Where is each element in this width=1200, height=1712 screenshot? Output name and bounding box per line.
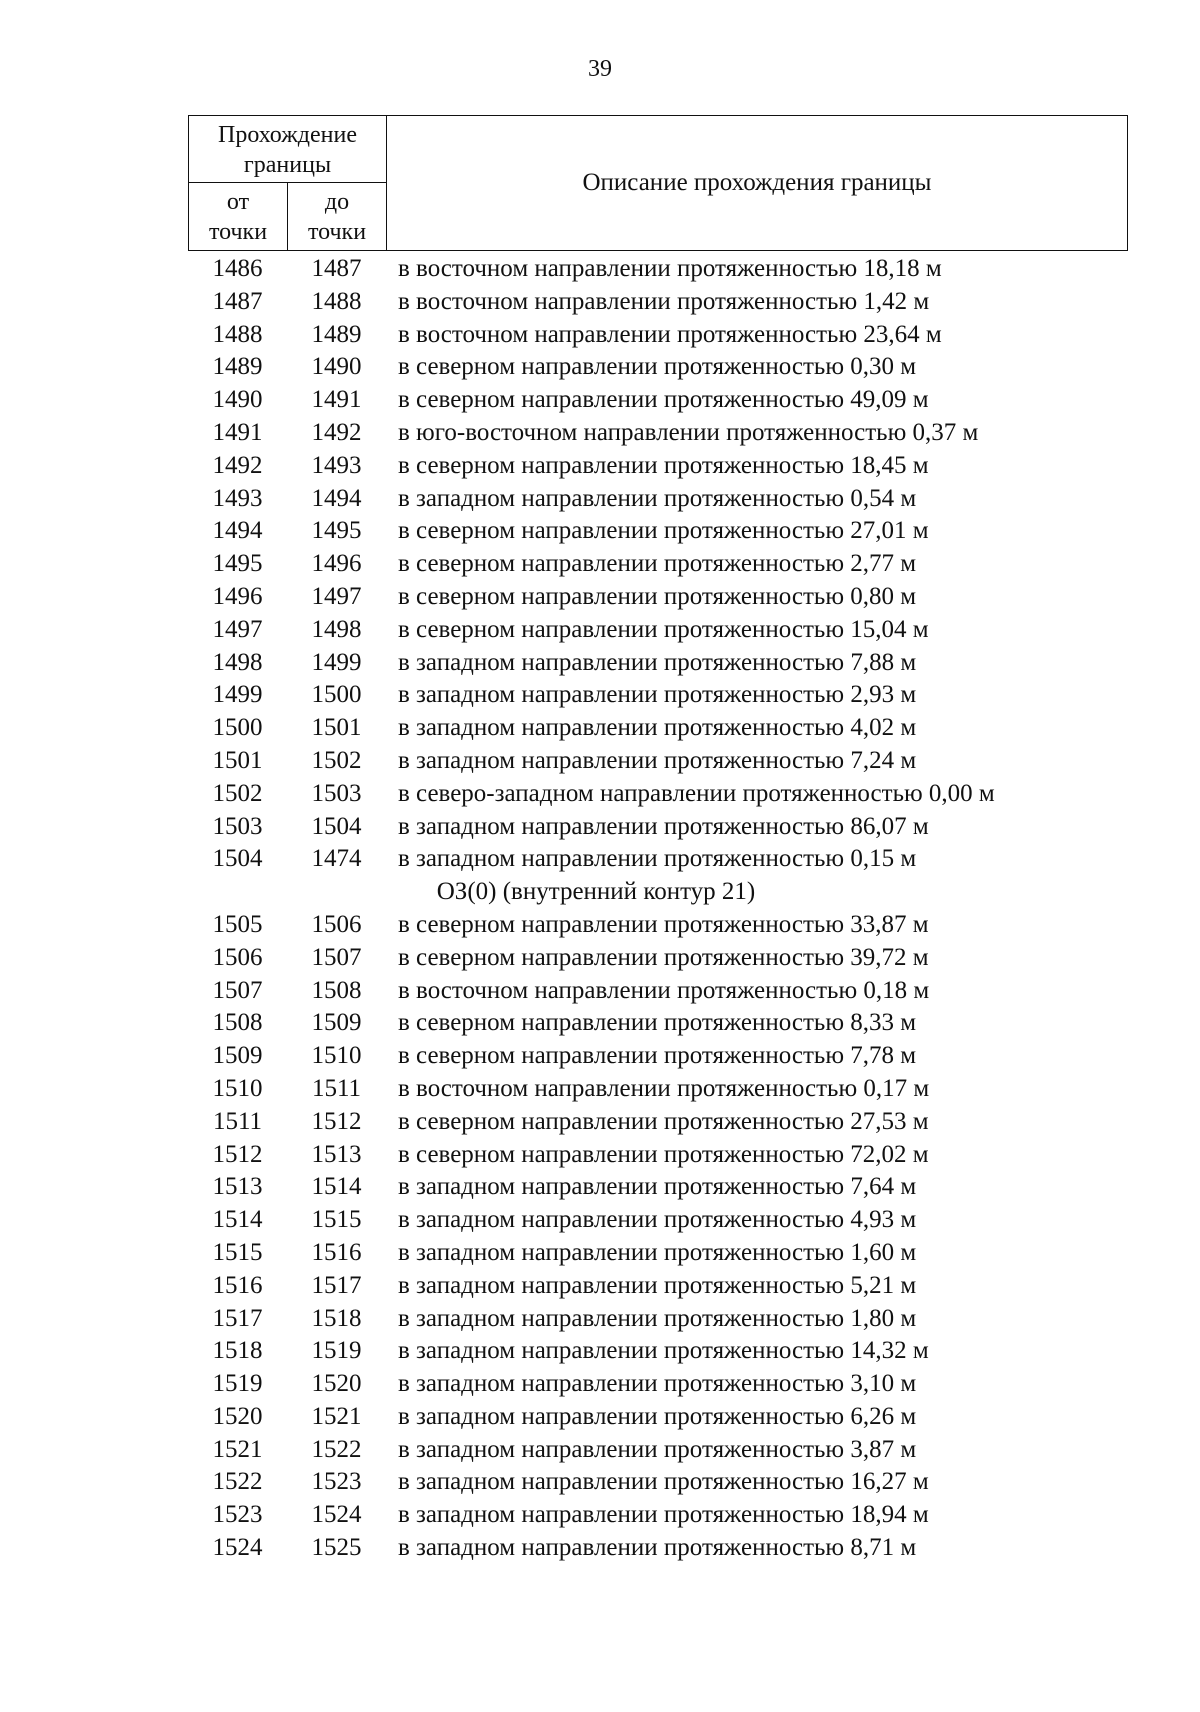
from-point-cell: 1506 bbox=[212, 943, 263, 971]
table-row bbox=[188, 614, 1128, 647]
table-row bbox=[188, 679, 1128, 712]
description-cell: в восточном направлении протяженностью 18,18 м bbox=[398, 255, 942, 282]
to-point-cell: 1489 bbox=[311, 320, 362, 348]
table-row bbox=[188, 811, 1128, 844]
description-cell: в северном направлении протяженностью 18,45 м bbox=[398, 451, 929, 479]
description-cell: в восточном направлении протяженностью 23,64 м bbox=[398, 320, 942, 348]
to-point-cell: 1500 bbox=[311, 681, 362, 709]
table-body bbox=[188, 253, 1128, 1565]
section-title: ОЗ(0) (внутренний контур 21) bbox=[436, 878, 756, 906]
to-point-cell: 1514 bbox=[311, 1173, 362, 1201]
table-row bbox=[188, 1499, 1128, 1532]
table-row bbox=[188, 450, 1128, 483]
description-cell: в западном направлении протяженностью 8,71 м bbox=[398, 1534, 917, 1562]
from-point-cell: 1521 bbox=[212, 1435, 263, 1463]
to-point-cell: 1492 bbox=[311, 418, 362, 446]
description-cell: в западном направлении протяженностью 7,24 м bbox=[398, 746, 917, 774]
description-cell: в северном направлении протяженностью 33,87 м bbox=[398, 910, 929, 938]
from-point-cell: 1487 bbox=[212, 287, 263, 315]
to-point-cell: 1508 bbox=[311, 976, 362, 1004]
to-point-cell: 1494 bbox=[311, 484, 362, 512]
from-point-cell: 1500 bbox=[212, 714, 263, 742]
table-row bbox=[188, 1139, 1128, 1172]
description-cell: в северном направлении протяженностью 49,09 м bbox=[398, 386, 929, 414]
from-point-cell: 1510 bbox=[212, 1074, 263, 1102]
table-row bbox=[188, 1270, 1128, 1303]
table-row bbox=[188, 647, 1128, 680]
from-point-cell: 1504 bbox=[212, 845, 263, 873]
description-cell: в северном направлении протяженностью 27,53 м bbox=[398, 1107, 929, 1135]
from-point-cell: 1523 bbox=[212, 1501, 263, 1529]
description-cell: в северном направлении протяженностью 8,33 м bbox=[398, 1009, 917, 1037]
header-to-point bbox=[288, 183, 387, 250]
to-point-cell: 1518 bbox=[311, 1304, 362, 1332]
from-point-cell: 1520 bbox=[212, 1402, 263, 1430]
from-point-cell: 1518 bbox=[212, 1337, 263, 1365]
description-cell: в западном направлении протяженностью 16,27 м bbox=[398, 1468, 929, 1496]
header-to-line2: точки bbox=[307, 219, 367, 245]
description-cell: в юго-восточном направлении протяженностью 0,37 м bbox=[398, 418, 979, 446]
from-point-cell: 1496 bbox=[212, 582, 263, 610]
table-row bbox=[188, 1303, 1128, 1336]
table-row bbox=[188, 1335, 1128, 1368]
header-boundary-passage bbox=[189, 116, 387, 183]
table-row bbox=[188, 286, 1128, 319]
description-cell: в западном направлении протяженностью 1,80 м bbox=[398, 1304, 917, 1332]
to-point-cell: 1524 bbox=[311, 1501, 362, 1529]
to-point-cell: 1507 bbox=[311, 943, 362, 971]
from-point-cell: 1492 bbox=[212, 451, 263, 479]
from-point-cell: 1491 bbox=[212, 418, 263, 446]
header-to-line1: до bbox=[324, 189, 350, 215]
table-row bbox=[188, 253, 1128, 286]
table-header bbox=[188, 115, 1128, 251]
description-cell: в северном направлении протяженностью 39,72 м bbox=[398, 943, 929, 971]
from-point-cell: 1507 bbox=[212, 976, 263, 1004]
to-point-cell: 1474 bbox=[311, 845, 362, 873]
to-point-cell: 1488 bbox=[311, 287, 362, 315]
to-point-cell: 1495 bbox=[311, 517, 362, 545]
table-row bbox=[188, 1237, 1128, 1270]
description-cell: в западном направлении протяженностью 4,93 м bbox=[398, 1206, 917, 1234]
to-point-cell: 1511 bbox=[311, 1074, 362, 1102]
table-row bbox=[188, 1466, 1128, 1499]
to-point-cell: 1493 bbox=[311, 451, 362, 479]
to-point-cell: 1502 bbox=[311, 746, 362, 774]
to-point-cell: 1497 bbox=[311, 582, 362, 610]
description-cell: в западном направлении протяженностью 3,10 м bbox=[398, 1370, 917, 1398]
description-cell: в западном направлении протяженностью 0,54 м bbox=[398, 484, 917, 512]
table-row bbox=[188, 515, 1128, 548]
to-point-cell: 1499 bbox=[311, 648, 362, 676]
table-row bbox=[188, 1532, 1128, 1565]
description-cell: в западном направлении протяженностью 86,07 м bbox=[398, 812, 929, 840]
from-point-cell: 1516 bbox=[212, 1271, 263, 1299]
table-row bbox=[188, 417, 1128, 450]
description-cell: в западном направлении протяженностью 7,64 м bbox=[398, 1173, 917, 1201]
from-point-cell: 1494 bbox=[212, 517, 263, 545]
from-point-cell: 1522 bbox=[212, 1468, 263, 1496]
from-point-cell: 1513 bbox=[212, 1173, 263, 1201]
to-point-cell: 1517 bbox=[311, 1271, 362, 1299]
from-point-cell: 1503 bbox=[212, 812, 263, 840]
from-point-cell: 1499 bbox=[212, 681, 263, 709]
table-row bbox=[188, 384, 1128, 417]
to-point-cell: 1504 bbox=[311, 812, 362, 840]
table-row bbox=[188, 1106, 1128, 1139]
table-row bbox=[188, 1171, 1128, 1204]
from-point-cell: 1508 bbox=[212, 1009, 263, 1037]
table-row bbox=[188, 778, 1128, 811]
to-point-cell: 1503 bbox=[311, 779, 362, 807]
description-cell: в восточном направлении протяженностью 0,17 м bbox=[398, 1074, 930, 1102]
description-cell: в северном направлении протяженностью 2,77 м bbox=[398, 550, 917, 578]
description-cell: в западном направлении протяженностью 7,88 м bbox=[398, 648, 917, 676]
to-point-cell: 1506 bbox=[311, 910, 362, 938]
description-cell: в западном направлении протяженностью 0,15 м bbox=[398, 845, 917, 873]
table-row bbox=[188, 942, 1128, 975]
to-point-cell: 1513 bbox=[311, 1140, 362, 1168]
header-from-line1: от bbox=[226, 189, 250, 215]
table-row bbox=[188, 581, 1128, 614]
from-point-cell: 1512 bbox=[212, 1140, 263, 1168]
table-row bbox=[188, 843, 1128, 876]
from-point-cell: 1515 bbox=[212, 1238, 263, 1266]
header-from-line2: точки bbox=[208, 219, 268, 245]
from-point-cell: 1519 bbox=[212, 1370, 263, 1398]
table-row bbox=[188, 351, 1128, 384]
from-point-cell: 1501 bbox=[212, 746, 263, 774]
from-point-cell: 1502 bbox=[212, 779, 263, 807]
to-point-cell: 1487 bbox=[311, 255, 362, 282]
description-cell: в северо-западном направлении протяженностью 0,00 м bbox=[398, 779, 995, 807]
table-row bbox=[188, 483, 1128, 516]
description-cell: в западном направлении протяженностью 5,21 м bbox=[398, 1271, 917, 1299]
table-row bbox=[188, 975, 1128, 1008]
from-point-cell: 1509 bbox=[212, 1042, 263, 1070]
to-point-cell: 1510 bbox=[311, 1042, 362, 1070]
header-from-point bbox=[189, 183, 288, 250]
description-cell: в северном направлении протяженностью 7,78 м bbox=[398, 1042, 917, 1070]
from-point-cell: 1505 bbox=[212, 910, 263, 938]
from-point-cell: 1495 bbox=[212, 550, 263, 578]
description-cell: в северном направлении протяженностью 15,04 м bbox=[398, 615, 929, 643]
from-point-cell: 1488 bbox=[212, 320, 263, 348]
description-cell: в западном направлении протяженностью 3,87 м bbox=[398, 1435, 917, 1463]
description-cell: в северном направлении протяженностью 0,30 м bbox=[398, 353, 917, 381]
from-point-cell: 1489 bbox=[212, 353, 263, 381]
table-row bbox=[188, 1434, 1128, 1467]
from-point-cell: 1524 bbox=[212, 1534, 263, 1562]
from-point-cell: 1490 bbox=[212, 386, 263, 414]
description-cell: в западном направлении протяженностью 14,32 м bbox=[398, 1337, 929, 1365]
description-cell: в западном направлении протяженностью 1,60 м bbox=[398, 1238, 917, 1266]
to-point-cell: 1496 bbox=[311, 550, 362, 578]
to-point-cell: 1501 bbox=[311, 714, 362, 742]
to-point-cell: 1498 bbox=[311, 615, 362, 643]
to-point-cell: 1521 bbox=[311, 1402, 362, 1430]
description-cell: в северном направлении протяженностью 27,01 м bbox=[398, 517, 929, 545]
page-number: 39 bbox=[588, 56, 612, 82]
table-row bbox=[188, 1368, 1128, 1401]
to-point-cell: 1490 bbox=[311, 353, 362, 381]
table-row bbox=[188, 712, 1128, 745]
header-description: Описание прохождения границы bbox=[582, 169, 932, 196]
to-point-cell: 1509 bbox=[311, 1009, 362, 1037]
to-point-cell: 1525 bbox=[311, 1534, 362, 1562]
from-point-cell: 1517 bbox=[212, 1304, 263, 1332]
to-point-cell: 1520 bbox=[311, 1370, 362, 1398]
table-row bbox=[188, 1007, 1128, 1040]
from-point-cell: 1514 bbox=[212, 1206, 263, 1234]
table-row bbox=[188, 909, 1128, 942]
description-cell: в западном направлении протяженностью 4,02 м bbox=[398, 714, 917, 742]
from-point-cell: 1497 bbox=[212, 615, 263, 643]
description-cell: в западном направлении протяженностью 18,94 м bbox=[398, 1501, 929, 1529]
description-cell: в восточном направлении протяженностью 0,18 м bbox=[398, 976, 930, 1004]
to-point-cell: 1491 bbox=[311, 386, 362, 414]
from-point-cell: 1493 bbox=[212, 484, 263, 512]
to-point-cell: 1512 bbox=[311, 1107, 362, 1135]
header-boundary-passage-line2: границы bbox=[243, 152, 332, 178]
description-cell: в северном направлении протяженностью 0,80 м bbox=[398, 582, 917, 610]
from-point-cell: 1498 bbox=[212, 648, 263, 676]
table-row bbox=[188, 1040, 1128, 1073]
to-point-cell: 1522 bbox=[311, 1435, 362, 1463]
section-heading-row bbox=[188, 876, 1128, 909]
from-point-cell: 1486 bbox=[212, 255, 263, 282]
description-cell: в северном направлении протяженностью 72,02 м bbox=[398, 1140, 929, 1168]
from-point-cell: 1511 bbox=[212, 1107, 263, 1135]
to-point-cell: 1515 bbox=[311, 1206, 362, 1234]
to-point-cell: 1523 bbox=[311, 1468, 362, 1496]
table-row bbox=[188, 1073, 1128, 1106]
header-boundary-passage-line1: Прохождение bbox=[217, 122, 357, 148]
table-row bbox=[188, 548, 1128, 581]
table-row bbox=[188, 319, 1128, 352]
description-cell: в восточном направлении протяженностью 1,42 м bbox=[398, 287, 930, 315]
to-point-cell: 1516 bbox=[311, 1238, 362, 1266]
description-cell: в западном направлении протяженностью 2,93 м bbox=[398, 681, 917, 709]
to-point-cell: 1519 bbox=[311, 1337, 362, 1365]
table-row bbox=[188, 1204, 1128, 1237]
description-cell: в западном направлении протяженностью 6,26 м bbox=[398, 1402, 917, 1430]
table-row bbox=[188, 745, 1128, 778]
table-row bbox=[188, 1401, 1128, 1434]
